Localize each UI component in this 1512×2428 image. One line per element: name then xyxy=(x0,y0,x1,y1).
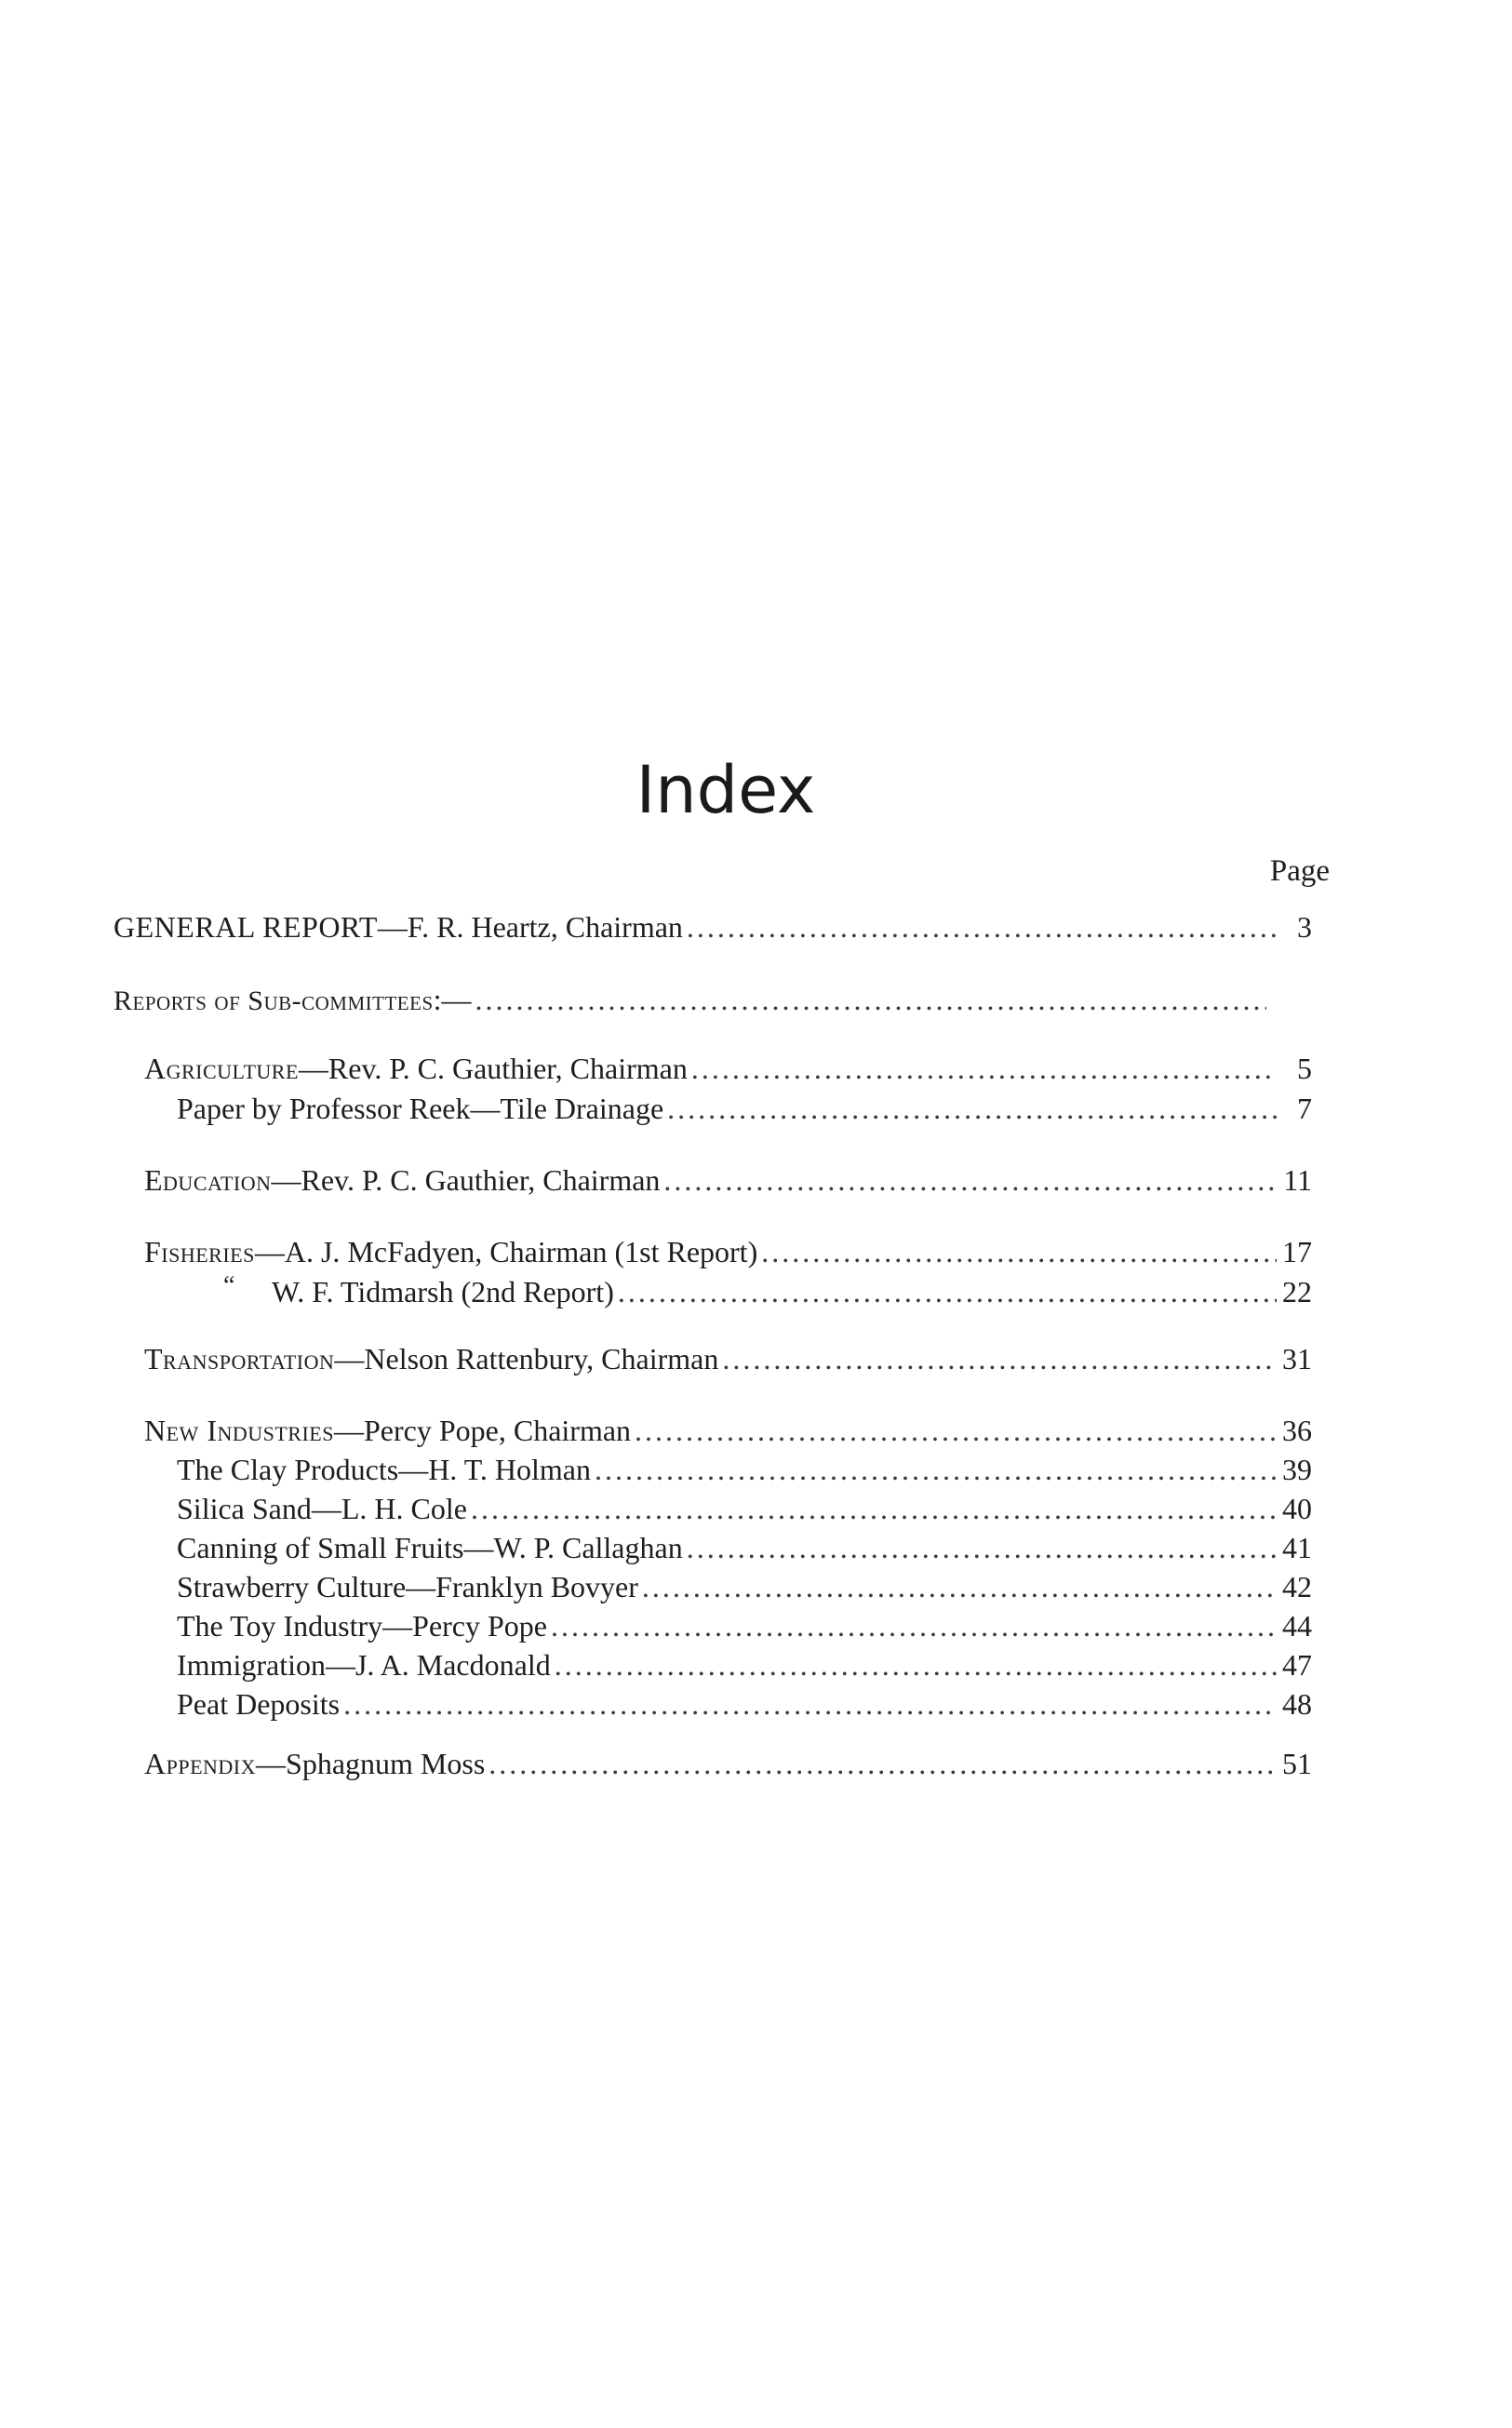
entry-page-number: 40 xyxy=(1282,1492,1312,1525)
dot-leader xyxy=(642,1568,1277,1605)
index-entry-agriculture[interactable] xyxy=(144,1050,1312,1087)
index-entry-education[interactable] xyxy=(144,1161,1312,1199)
entry-text: W. F. Tidmarsh (2nd Report) xyxy=(272,1275,614,1308)
index-entry-canning[interactable] xyxy=(177,1529,1312,1566)
entry-text: Canning of Small Fruits—W. P. Callaghan xyxy=(177,1531,683,1564)
dot-leader xyxy=(595,1451,1277,1488)
dot-leader xyxy=(471,1490,1277,1527)
entry-page-number: 36 xyxy=(1282,1414,1312,1447)
dot-leader xyxy=(555,1646,1277,1684)
index-entry-appendix[interactable] xyxy=(144,1745,1312,1782)
index-entry-tile-drainage[interactable] xyxy=(177,1090,1312,1127)
index-entry-sub-committees[interactable] xyxy=(114,981,1270,1020)
dot-leader xyxy=(667,1090,1277,1127)
entry-heading: Transportation xyxy=(144,1342,335,1375)
dot-leader xyxy=(551,1607,1277,1644)
ditto-mark: “ xyxy=(223,1271,235,1300)
index-entry-general-report[interactable] xyxy=(114,908,1312,946)
entry-text: —Percy Pope, Chairman xyxy=(333,1414,632,1447)
dot-leader xyxy=(687,1529,1277,1566)
entry-page-number: 3 xyxy=(1297,910,1312,944)
dot-leader xyxy=(761,1233,1277,1270)
entry-heading: New Industries xyxy=(144,1414,334,1447)
dot-leader xyxy=(663,1161,1277,1199)
entry-heading: Reports of Sub-committees xyxy=(114,986,434,1016)
entry-text: Strawberry Culture—Franklyn Bovyer xyxy=(177,1570,638,1603)
index-entry-toy-industry[interactable] xyxy=(177,1607,1312,1644)
index-entry-clay-products[interactable] xyxy=(177,1451,1312,1488)
entry-text: Silica Sand—L. H. Cole xyxy=(177,1492,467,1525)
entry-page-number: 41 xyxy=(1282,1531,1312,1564)
entry-page-number: 42 xyxy=(1282,1570,1312,1603)
index-entry-fisheries-2nd-report[interactable] xyxy=(272,1273,1312,1310)
index-entry-fisheries[interactable] xyxy=(144,1233,1312,1270)
entry-page-number: 39 xyxy=(1282,1453,1312,1486)
entry-page-number: 48 xyxy=(1282,1687,1312,1721)
entry-text: The Clay Products—H. T. Holman xyxy=(177,1453,591,1486)
entry-text: —Nelson Rattenbury, Chairman xyxy=(334,1342,719,1375)
entry-text: Peat Deposits xyxy=(177,1687,341,1721)
index-entry-strawberry[interactable] xyxy=(177,1568,1312,1605)
index-entry-peat-deposits[interactable] xyxy=(177,1685,1312,1723)
entry-page-number: 22 xyxy=(1282,1275,1312,1308)
dot-leader xyxy=(722,1340,1277,1377)
entry-text: —F. R. Heartz, Chairman xyxy=(377,910,683,944)
entry-page-number: 11 xyxy=(1283,1163,1312,1197)
index-entry-new-industries[interactable] xyxy=(144,1412,1312,1449)
dot-leader xyxy=(488,1745,1277,1782)
page-column-label: Page xyxy=(1269,854,1330,888)
entry-heading: Agriculture xyxy=(144,1052,299,1085)
index-entry-transportation[interactable] xyxy=(144,1340,1312,1377)
dot-leader xyxy=(343,1685,1277,1723)
entry-text: Paper by Professor Reek—Tile Drainage xyxy=(177,1092,664,1125)
entry-text: —Rev. P. C. Gauthier, Chairman xyxy=(298,1052,688,1085)
entry-page-number: 7 xyxy=(1297,1092,1312,1125)
entry-text: —A. J. McFadyen, Chairman (1st Report) xyxy=(254,1235,758,1268)
index-entry-silica-sand[interactable] xyxy=(177,1490,1312,1527)
entry-text: —Rev. P. C. Gauthier, Chairman xyxy=(271,1163,661,1197)
index-entry-immigration[interactable] xyxy=(177,1646,1312,1684)
dot-leader xyxy=(618,1273,1277,1310)
dot-leader xyxy=(475,981,1266,1018)
entry-text: —Sphagnum Moss xyxy=(256,1747,486,1780)
entry-text: :— xyxy=(433,983,472,1016)
entry-page-number: 47 xyxy=(1282,1648,1312,1682)
entry-heading: Fisheries xyxy=(144,1235,255,1268)
entry-heading: GENERAL REPORT xyxy=(114,910,378,944)
entry-text: The Toy Industry—Percy Pope xyxy=(177,1609,547,1643)
entry-page-number: 31 xyxy=(1282,1342,1312,1375)
entry-text: Immigration—J. A. Macdonald xyxy=(177,1648,551,1682)
page-title: Index xyxy=(636,752,816,828)
entry-heading: Education xyxy=(144,1163,272,1197)
entry-page-number: 5 xyxy=(1297,1052,1312,1085)
dot-leader xyxy=(635,1412,1277,1449)
entry-page-number: 51 xyxy=(1282,1747,1312,1780)
entry-heading: Appendix xyxy=(144,1747,257,1780)
dot-leader xyxy=(687,908,1277,946)
entry-page-number: 17 xyxy=(1282,1235,1312,1268)
dot-leader xyxy=(691,1050,1277,1087)
entry-page-number: 44 xyxy=(1282,1609,1312,1643)
